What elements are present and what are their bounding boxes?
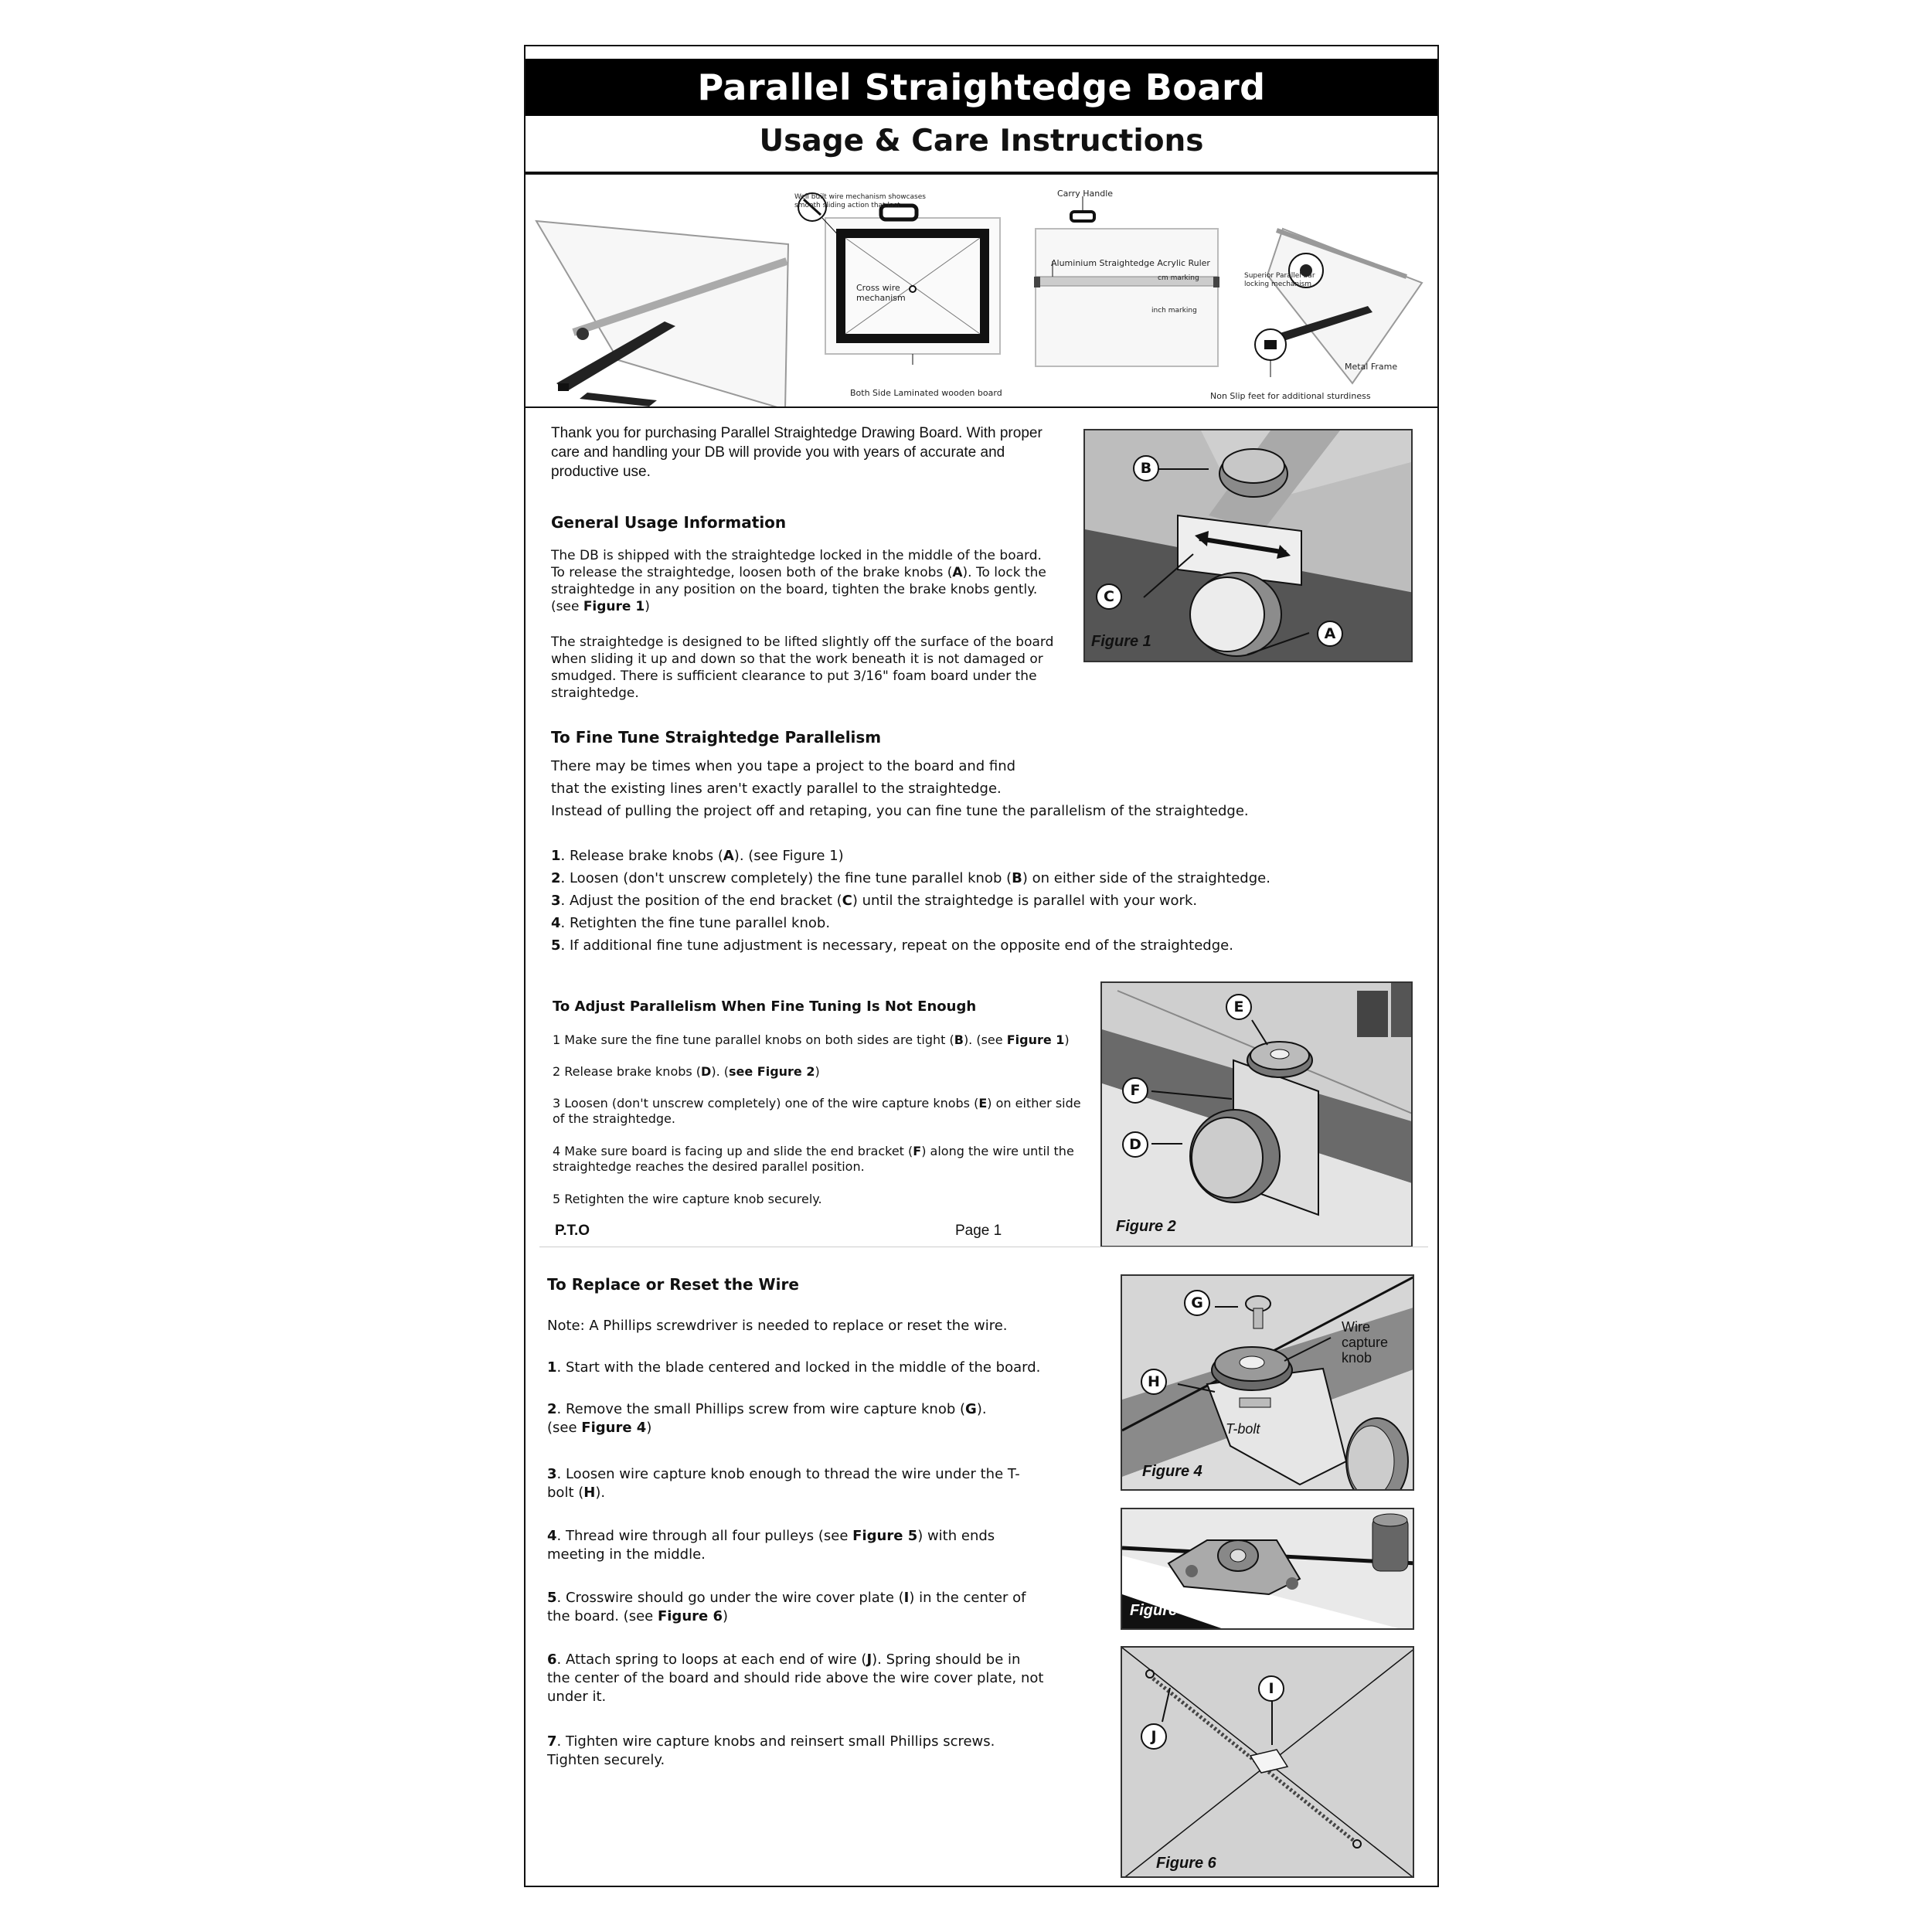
adjust-step-1: 1 Make sure the fine tune parallel knobs on both sides are tight (B). (see Figure 1) — [553, 1032, 1070, 1047]
figure-4 — [1121, 1274, 1414, 1491]
wire-note-caption: Well built wire mechanism showcases smooth sliding action that last — [794, 193, 926, 209]
intro-text: Thank you for purchasing Parallel Straightedge Drawing Board. With proper care and handling your DB will provide you with years of accurate and productive use. — [551, 425, 1043, 480]
callout-d: D — [1122, 1131, 1148, 1158]
tilted-board-image — [536, 221, 788, 406]
figure-6 — [1121, 1646, 1414, 1878]
locking-caption: Superior Parallel bar locking mechanism — [1244, 272, 1315, 288]
instruction-sheet — [524, 45, 1439, 1887]
callout-g: G — [1184, 1290, 1210, 1316]
replace-wire-heading: To Replace or Reset the Wire — [547, 1275, 799, 1294]
side-angle-image — [1255, 229, 1422, 383]
laminated-caption: Both Side Laminated wooden board — [850, 388, 1002, 398]
adjust-step-5: 5 Retighten the wire capture knob securely. — [553, 1192, 822, 1206]
fine-tune-intro-3: Instead of pulling the project off and retaping, you can fine tune the parallelism of the straightedge. — [551, 803, 1249, 819]
figure-4-label: Figure 4 — [1142, 1463, 1202, 1480]
callout-c: C — [1096, 583, 1122, 610]
replace-wire-step-7: 7. Tighten wire capture knobs and reinsert small Phillips screws. Tighten securely. — [547, 1733, 995, 1768]
callout-i: I — [1258, 1675, 1284, 1702]
cross-wire-caption: Cross wire mechanism — [856, 283, 906, 303]
fine-tune-step-5: 5. If additional fine tune adjustment is necessary, repeat on the opposite end of the straightedge. — [551, 937, 1233, 954]
t-bolt-label: T-bolt — [1226, 1421, 1260, 1437]
general-usage-paragraph-2: The straightedge is designed to be lifted slightly off the surface of the board when sliding it up and down so that the work beneath it is not damaged or smudged. There is sufficient clearance to put 3/16" foam board under the straightedge. — [551, 634, 1054, 701]
figure-5 — [1121, 1508, 1414, 1630]
figure-1 — [1083, 429, 1413, 662]
carry-handle-caption: Carry Handle — [1057, 189, 1114, 199]
product-illustrations — [526, 175, 1439, 406]
figure-2-illustration — [1102, 983, 1413, 1247]
adjust-step-3: 3 Loosen (don't unscrew completely) one of the wire capture knobs (E) on either side of the straightedge. — [553, 1096, 1081, 1126]
callout-a: A — [1317, 621, 1343, 647]
fine-tune-heading: To Fine Tune Straightedge Parallelism — [551, 728, 882, 747]
callout-b: B — [1133, 455, 1159, 481]
ruler-caption: Aluminium Straightedge Acrylic Ruler — [1051, 258, 1210, 268]
page-subtitle: Usage & Care Instructions — [759, 123, 1204, 158]
adjust-parallelism-heading: To Adjust Parallelism When Fine Tuning Is Not Enough — [553, 998, 977, 1015]
adjust-step-4: 4 Make sure board is facing up and slide the end bracket (F) along the wire until the straightedge reaches the desired parallel position. — [553, 1144, 1074, 1174]
figure-1-label: Figure 1 — [1091, 633, 1151, 650]
fine-tune-intro-1: There may be times when you tape a project to the board and find — [551, 758, 1016, 774]
figure-2-label: Figure 2 — [1116, 1218, 1176, 1235]
replace-wire-step-6: 6. Attach spring to loops at each end of wire (J). Spring should be in the center of the board and should ride above the wire cover plate, not under it. — [547, 1651, 1044, 1705]
adjust-step-2: 2 Release brake knobs (D). (see Figure 2) — [553, 1064, 820, 1079]
hero-rule — [526, 406, 1437, 408]
callout-e: E — [1226, 994, 1252, 1020]
metal-frame-caption: Metal Frame — [1345, 362, 1398, 372]
replace-wire-step-4: 4. Thread wire through all four pulleys (see Figure 5) with ends meeting in the middle. — [547, 1528, 995, 1563]
nonslip-caption: Non Slip feet for additional sturdiness — [1210, 391, 1371, 401]
replace-wire-step-3: 3. Loosen wire capture knob enough to thread the wire under the T- bolt (H). — [547, 1466, 1020, 1501]
callout-f: F — [1122, 1077, 1148, 1104]
figure-6-label: Figure 6 — [1156, 1855, 1216, 1872]
replace-wire-step-2: 2. Remove the small Phillips screw from wire capture knob (G). (see Figure 4) — [547, 1401, 987, 1436]
figure-2 — [1100, 981, 1413, 1247]
page-title: Parallel Straightedge Board — [526, 59, 1437, 116]
replace-wire-note: Note: A Phillips screwdriver is needed to replace or reset the wire. — [547, 1318, 1008, 1334]
general-usage-paragraph-1: The DB is shipped with the straightedge locked in the middle of the board. To release the straightedge, loosen both of the brake knobs (A). To lock the straightedge in any position on the board, tighten the brake knobs gently. (see Figure 1) — [551, 548, 1046, 614]
replace-wire-step-1: 1. Start with the blade centered and locked in the middle of the board. — [547, 1359, 1041, 1376]
callout-h: H — [1141, 1369, 1167, 1395]
figure-5-label: Figure 5 — [1130, 1602, 1190, 1619]
fine-tune-step-4: 4. Retighten the fine tune parallel knob. — [551, 915, 831, 931]
callout-j: J — [1141, 1723, 1167, 1750]
fine-tune-intro-2: that the existing lines aren't exactly parallel to the straightedge. — [551, 781, 1002, 797]
inch-marking-caption: inch marking — [1151, 307, 1197, 315]
cm-marking-caption: cm marking — [1158, 274, 1199, 282]
pto-label: P.T.O — [555, 1223, 590, 1239]
wire-capture-knob-label: Wire capture knob — [1342, 1319, 1389, 1366]
fine-tune-step-1: 1. Release brake knobs (A). (see Figure 1) — [551, 848, 844, 864]
replace-wire-step-5: 5. Crosswire should go under the wire cover plate (I) in the center of the board. (see Figure 6) — [547, 1590, 1026, 1624]
frame-back-image — [798, 193, 1000, 365]
fine-tune-step-2: 2. Loosen (don't unscrew completely) the fine tune parallel knob (B) on either side of the straightedge. — [551, 870, 1270, 886]
general-usage-heading: General Usage Information — [551, 513, 787, 532]
fine-tune-step-3: 3. Adjust the position of the end bracket (C) until the straightedge is parallel with your work. — [551, 893, 1198, 909]
page-number: Page 1 — [955, 1223, 1002, 1239]
product-overview — [526, 175, 1437, 406]
